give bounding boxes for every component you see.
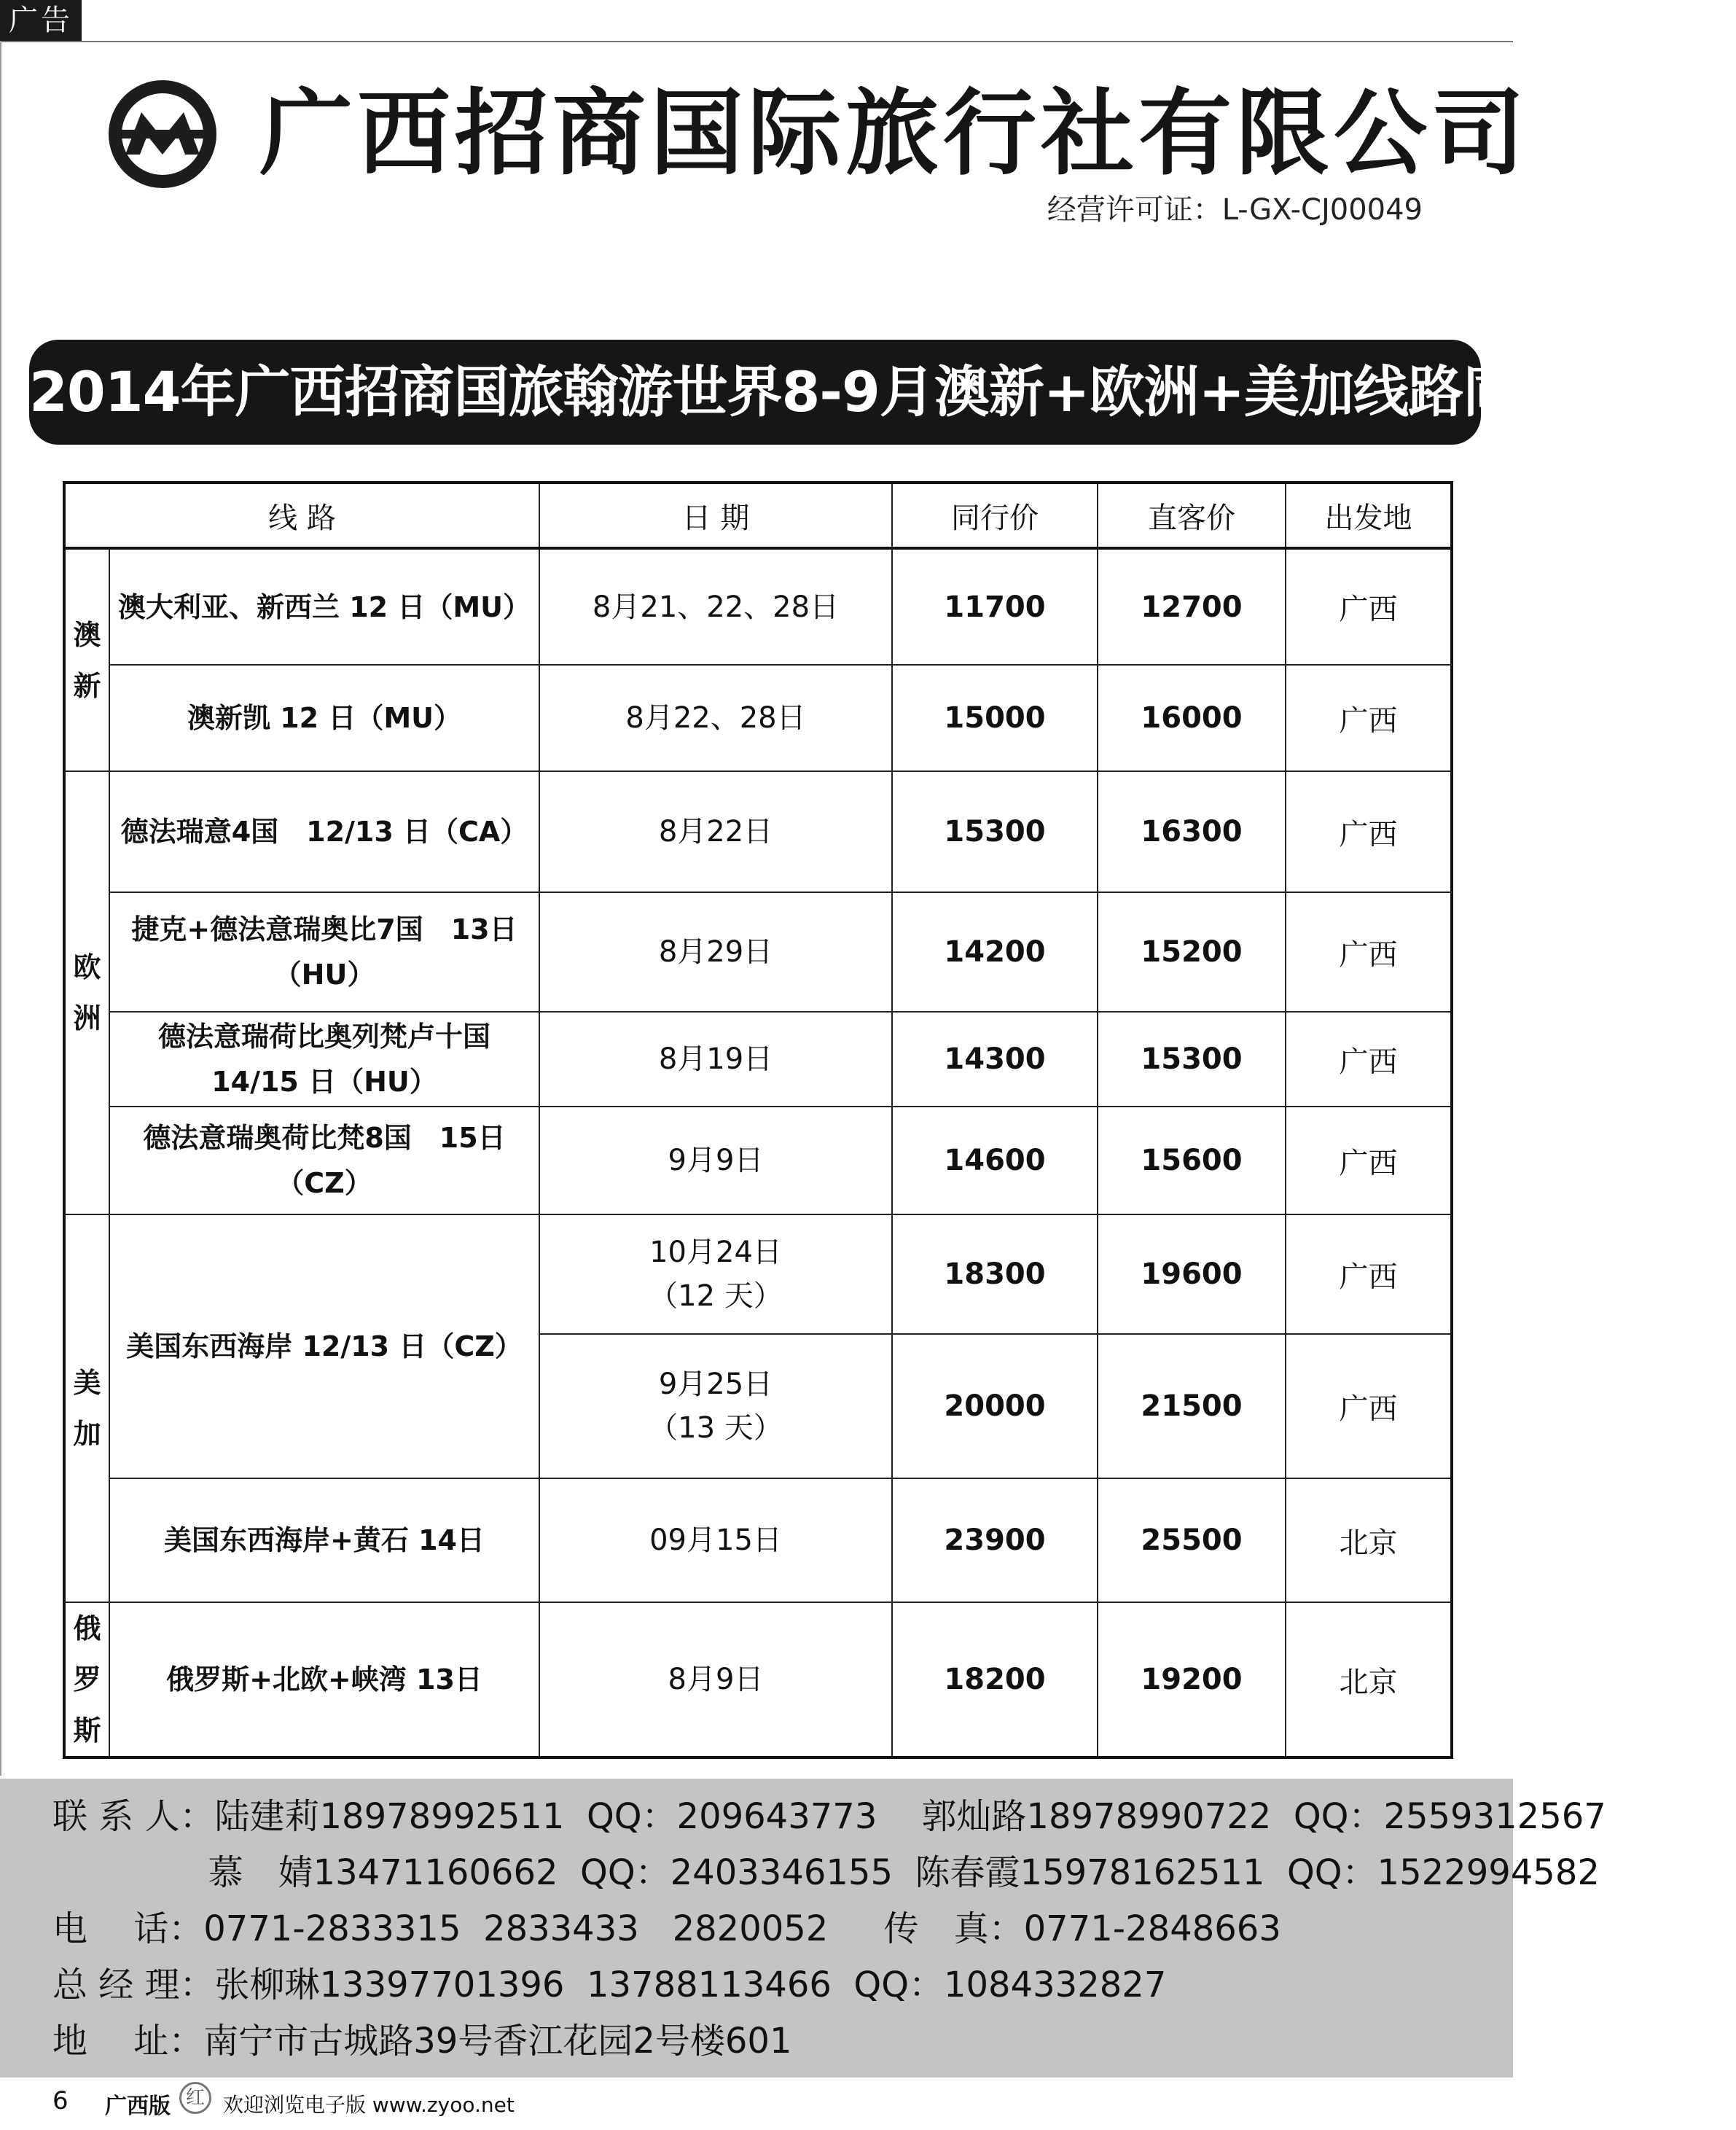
- origin-cell: 广西: [1286, 892, 1452, 1012]
- peer-price-cell: 18300: [892, 1214, 1098, 1334]
- left-divider: [0, 41, 1, 1776]
- peer-price-cell: 18200: [892, 1602, 1098, 1758]
- origin-cell: 广西: [1286, 665, 1452, 771]
- origin-cell: 广西: [1286, 1107, 1452, 1214]
- direct-price-cell: 15600: [1098, 1107, 1286, 1214]
- contact-persons-line: 联 系 人：陆建莉18978992511 QQ：209643773 郭灿路18978990722 QQ：2559312567: [52, 1796, 1606, 1837]
- table-row: [64, 1602, 1452, 1758]
- plan-title-banner: 2014年广西招商国旅翰游世界8-9月澳新+欧洲+美加线路同行计划表: [29, 340, 1481, 445]
- region-label-aoxin: 澳 新: [64, 548, 109, 771]
- company-name: 广西招商国际旅行社有限公司: [259, 79, 1530, 188]
- date-cell: 9月9日: [539, 1107, 892, 1214]
- top-divider: [0, 41, 1513, 42]
- peer-price-cell: 15300: [892, 771, 1098, 892]
- origin-cell: 广西: [1286, 1012, 1452, 1107]
- header-direct-price: 直客价: [1098, 483, 1286, 548]
- origin-cell: 北京: [1286, 1478, 1452, 1602]
- origin-cell: 广西: [1286, 771, 1452, 892]
- header-route: 线 路: [64, 483, 539, 548]
- magazine-logo-icon: 红: [179, 2082, 211, 2114]
- date-cell: 8月22、28日: [539, 665, 892, 771]
- route-cell: 德法意瑞奥荷比梵8国 15日 （CZ）: [109, 1107, 539, 1214]
- route-cell: 美国东西海岸+黄石 14日: [109, 1478, 539, 1602]
- peer-price-cell: 15000: [892, 665, 1098, 771]
- date-cell: 09月15日: [539, 1478, 892, 1602]
- date-cell: 9月25日 （13 天）: [539, 1334, 892, 1478]
- direct-price-cell: 16300: [1098, 771, 1286, 892]
- company-logo-icon: [96, 76, 229, 192]
- peer-price-cell: 23900: [892, 1478, 1098, 1602]
- direct-price-cell: 15300: [1098, 1012, 1286, 1107]
- peer-price-cell: 14200: [892, 892, 1098, 1012]
- date-cell: 10月24日 （12 天）: [539, 1214, 892, 1334]
- route-cell: 美国东西海岸 12/13 日（CZ）: [109, 1214, 539, 1478]
- peer-price-cell: 11700: [892, 548, 1098, 665]
- table-header-row: [64, 483, 1452, 548]
- peer-price-cell: 14600: [892, 1107, 1098, 1214]
- region-label-russia: 俄 罗 斯: [64, 1602, 109, 1758]
- contact-panel: [0, 1779, 1606, 2078]
- route-plan-table-wrapper: [63, 481, 1450, 1759]
- direct-price-cell: 12700: [1098, 548, 1286, 665]
- license-number: 经营许可证：L-GX-CJ00049: [1047, 193, 1423, 227]
- header-origin: 出发地: [1286, 483, 1452, 548]
- direct-price-cell: 25500: [1098, 1478, 1286, 1602]
- table-row: [64, 892, 1452, 1012]
- direct-price-cell: 21500: [1098, 1334, 1286, 1478]
- table-row: [64, 1107, 1452, 1214]
- origin-cell: 广西: [1286, 548, 1452, 665]
- edition-label: 广西版: [105, 2094, 171, 2119]
- origin-cell: 广西: [1286, 1334, 1452, 1478]
- route-cell: 澳新凯 12 日（MU）: [109, 665, 539, 771]
- direct-price-cell: 15200: [1098, 892, 1286, 1012]
- direct-price-cell: 19600: [1098, 1214, 1286, 1334]
- date-cell: 8月9日: [539, 1602, 892, 1758]
- date-cell: 8月21、22、28日: [539, 548, 892, 665]
- origin-cell: 北京: [1286, 1602, 1452, 1758]
- page-footer: [0, 2078, 1513, 2130]
- phone-fax-line: 电 话：0771-2833315 2833433 2820052 传 真：0771-2848663: [52, 1908, 1281, 1949]
- table-row: [64, 1478, 1452, 1602]
- header-peer-price: 同行价: [892, 483, 1098, 548]
- table-row: [64, 771, 1452, 892]
- general-manager-line: 总 经 理：张柳琳13397701396 13788113466 QQ：1084332827: [52, 1965, 1167, 2005]
- date-cell: 8月29日: [539, 892, 892, 1012]
- ad-tag: 广告: [0, 0, 82, 41]
- date-cell: 8月19日: [539, 1012, 892, 1107]
- region-label-meijia: 美 加: [64, 1214, 109, 1602]
- route-plan-table: [63, 481, 1453, 1759]
- route-cell: 德法意瑞荷比奥列梵卢十国 14/15 日（HU）: [109, 1012, 539, 1107]
- date-cell: 8月22日: [539, 771, 892, 892]
- address-line: 地 址：南宁市古城路39号香江花园2号楼601: [52, 2021, 792, 2061]
- peer-price-cell: 14300: [892, 1012, 1098, 1107]
- page-number: 6: [52, 2086, 69, 2115]
- route-cell: 俄罗斯+北欧+峡湾 13日: [109, 1602, 539, 1758]
- route-cell: 澳大利亚、新西兰 12 日（MU）: [109, 548, 539, 665]
- website-text: 欢迎浏览电子版 www.zyoo.net: [223, 2093, 515, 2117]
- header-date: 日 期: [539, 483, 892, 548]
- direct-price-cell: 19200: [1098, 1602, 1286, 1758]
- table-row: [64, 1012, 1452, 1107]
- direct-price-cell: 16000: [1098, 665, 1286, 771]
- contact-persons-line-2: 慕 婧13471160662 QQ：2403346155 陈春霞15978162511 QQ：1522994582: [52, 1852, 1600, 1893]
- table-row: [64, 665, 1452, 771]
- peer-price-cell: 20000: [892, 1334, 1098, 1478]
- origin-cell: 广西: [1286, 1214, 1452, 1334]
- region-label-europe: 欧 洲: [64, 771, 109, 1214]
- table-row: [64, 548, 1452, 665]
- route-cell: 捷克+德法意瑞奥比7国 13日 （HU）: [109, 892, 539, 1012]
- route-cell: 德法瑞意4国 12/13 日（CA）: [109, 771, 539, 892]
- table-row: [64, 1214, 1452, 1334]
